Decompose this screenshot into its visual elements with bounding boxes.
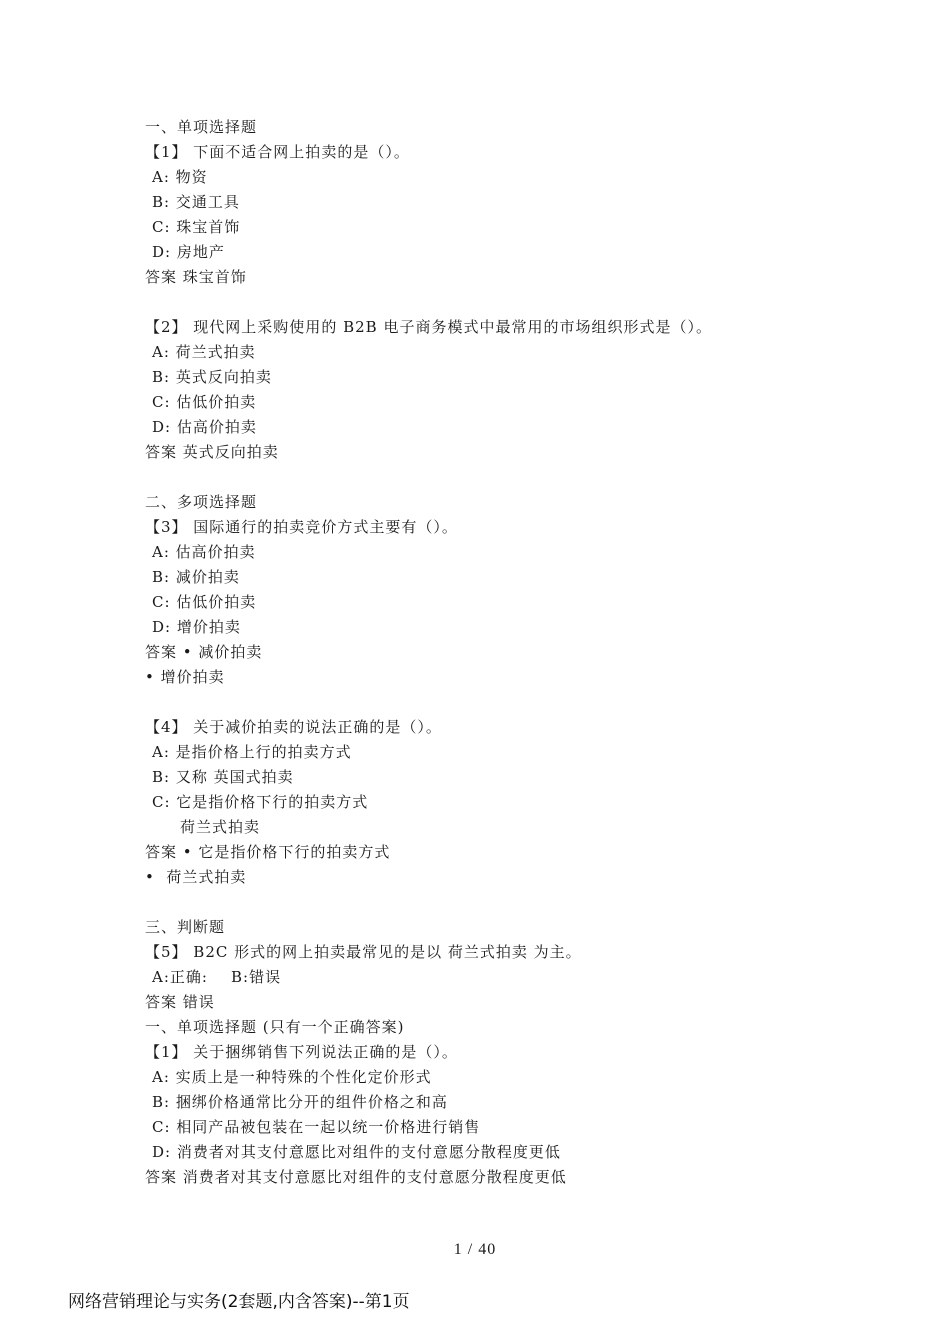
option-c: C: 估低价拍卖 [152, 593, 257, 611]
option-d: D: 估高价拍卖 [152, 418, 257, 436]
section-heading: 一、单项选择题 [145, 118, 258, 136]
option-a: A: 荷兰式拍卖 [152, 343, 256, 361]
option-b: B: 又称 英国式拍卖 [152, 768, 294, 786]
answer-text: 答案 • 它是指价格下行的拍卖方式 [145, 843, 391, 861]
answer-text-continued: • 增价拍卖 [145, 668, 225, 686]
spacer [145, 690, 845, 715]
option-d: D: 房地产 [152, 243, 225, 261]
option-a: A: 是指价格上行的拍卖方式 [152, 743, 352, 761]
option-c: C: 估低价拍卖 [152, 393, 257, 411]
option-continued: 荷兰式拍卖 [180, 818, 261, 836]
page-number: 1 / 40 [453, 1241, 497, 1258]
option-c: C: 它是指价格下行的拍卖方式 [152, 793, 369, 811]
option-b: B: 捆绑价格通常比分开的组件价格之和高 [152, 1093, 448, 1111]
question-text: 【4】 关于减价拍卖的说法正确的是（）。 [145, 718, 442, 736]
section-heading: 三、判断题 [145, 918, 226, 936]
spacer [145, 465, 845, 490]
answer-text: 答案 珠宝首饰 [145, 268, 247, 286]
option-a: A: 估高价拍卖 [152, 543, 256, 561]
footer-title: 网络营销理论与实务(2套题,内含答案)--第1页 [68, 1292, 410, 1312]
question-text: 【5】 B2C 形式的网上拍卖最常见的是以 荷兰式拍卖 为主。 [145, 943, 582, 961]
spacer [145, 890, 845, 915]
option-a: A: 实质上是一种特殊的个性化定价形式 [152, 1068, 432, 1086]
question-text: 【3】 国际通行的拍卖竞价方式主要有（）。 [145, 518, 458, 536]
option-c: C: 相同产品被包装在一起以统一价格进行销售 [152, 1118, 481, 1136]
option-b: B: 交通工具 [152, 193, 240, 211]
option-d: D: 增价拍卖 [152, 618, 241, 636]
option-d: D: 消费者对其支付意愿比对组件的支付意愿分散程度更低 [152, 1143, 561, 1161]
question-text: 【1】 关于捆绑销售下列说法正确的是（）。 [145, 1043, 458, 1061]
answer-text: 答案 错误 [145, 993, 215, 1011]
answer-text: 答案 英式反向拍卖 [145, 443, 279, 461]
answer-text: 答案 • 减价拍卖 [145, 643, 263, 661]
option-b: B: 英式反向拍卖 [152, 368, 272, 386]
spacer [145, 290, 845, 315]
document-body [145, 115, 845, 1190]
answer-text: 答案 消费者对其支付意愿比对组件的支付意愿分散程度更低 [145, 1168, 567, 1186]
question-text: 【2】 现代网上采购使用的 B2B 电子商务模式中最常用的市场组织形式是（）。 [145, 318, 712, 336]
option-a: A: 物资 [152, 168, 208, 186]
section-heading: 一、单项选择题 (只有一个正确答案) [145, 1018, 405, 1036]
answer-text-continued: • 荷兰式拍卖 [145, 868, 247, 886]
option-c: C: 珠宝首饰 [152, 218, 241, 236]
section-heading: 二、多项选择题 [145, 493, 258, 511]
option-b: B: 减价拍卖 [152, 568, 240, 586]
options-line: A:正确: B:错误 [152, 968, 282, 986]
question-text: 【1】 下面不适合网上拍卖的是（）。 [145, 143, 410, 161]
